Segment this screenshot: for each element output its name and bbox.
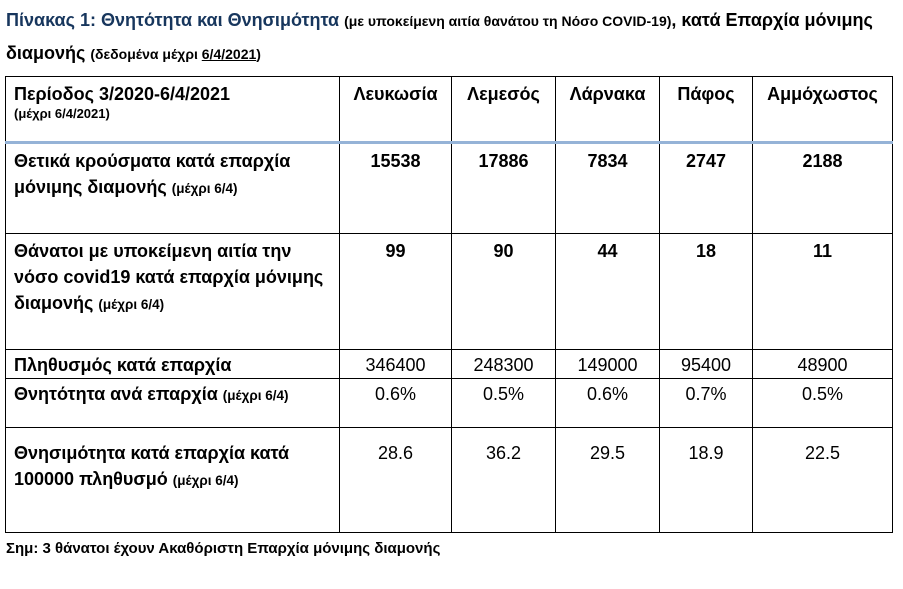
- header-district: Λάρνακα: [556, 77, 660, 143]
- table-cell: 248300: [452, 350, 556, 379]
- table-cell: 36.2: [452, 428, 556, 533]
- title-cont: , κατά Επαρχία μόνιμης διαμονής: [6, 10, 873, 63]
- header-period-sub: (μέχρι 6/4/2021): [14, 106, 110, 121]
- table-cell: 346400: [340, 350, 452, 379]
- row-label-fatality: [6, 428, 340, 533]
- title-lead: Πίνακας 1: Θνητότητα και Θνησιμότητα: [6, 10, 340, 30]
- table-cell: 0.7%: [660, 379, 753, 428]
- table-cell: 11: [753, 234, 893, 350]
- row-label-mortality: [6, 379, 340, 428]
- table-header-row: [6, 77, 893, 143]
- table-row: [6, 428, 893, 533]
- table-row: [6, 234, 893, 350]
- header-district: Λευκωσία: [340, 77, 452, 143]
- table-cell: 7834: [556, 143, 660, 234]
- table-cell: 99: [340, 234, 452, 350]
- header-district: Αμμόχωστος: [753, 77, 893, 143]
- table-cell: 29.5: [556, 428, 660, 533]
- row-label-text: Θνησιμότητα κατά επαρχία κατά 100000 πληθυσμό: [14, 443, 290, 489]
- title-data-date: 6/4/2021: [201, 46, 257, 62]
- row-label-population: [6, 350, 340, 379]
- row-label-text: Θνητότητα ανά επαρχία: [14, 384, 218, 404]
- row-label-note: (μέχρι 6/4): [222, 388, 289, 403]
- table-cell: 0.5%: [452, 379, 556, 428]
- table-cell: 28.6: [340, 428, 452, 533]
- table-cell: 15538: [340, 143, 452, 234]
- title-data-suffix: ): [256, 46, 261, 62]
- title-data-prefix: (δεδομένα μέχρι: [90, 46, 202, 62]
- page-title: [6, 4, 901, 70]
- table-cell: 0.6%: [340, 379, 452, 428]
- row-label-note: (μέχρι 6/4): [172, 473, 239, 488]
- header-period: Περίοδος 3/2020-6/4/2021: [14, 84, 231, 104]
- table-cell: 90: [452, 234, 556, 350]
- row-label-note: (μέχρι 6/4): [171, 181, 238, 196]
- table-cell: 0.6%: [556, 379, 660, 428]
- table-cell: 2188: [753, 143, 893, 234]
- row-label-positive: [6, 143, 340, 234]
- table-row: [6, 379, 893, 428]
- table-cell: 149000: [556, 350, 660, 379]
- table-cell: 48900: [753, 350, 893, 379]
- footnote: Σημ: 3 θάνατοι έχουν Ακαθόριστη Επαρχία μόνιμης διαμονής: [6, 540, 441, 557]
- table-cell: 0.5%: [753, 379, 893, 428]
- row-label-text: Θάνατοι με υποκείμενη αιτία την νόσο covid19 κατά επαρχία μόνιμης διαμονής: [14, 241, 324, 313]
- table-cell: 18: [660, 234, 753, 350]
- table-cell: 18.9: [660, 428, 753, 533]
- table-cell: 17886: [452, 143, 556, 234]
- row-label-text: Πληθυσμός κατά επαρχία: [14, 355, 232, 375]
- table-cell: 2747: [660, 143, 753, 234]
- table-row: [6, 143, 893, 234]
- row-label-text: Θετικά κρούσματα κατά επαρχία μόνιμης διαμονής: [14, 151, 291, 197]
- table-cell: 95400: [660, 350, 753, 379]
- header-district: Πάφος: [660, 77, 753, 143]
- title-paren: (με υποκείμενη αιτία θανάτου τη Νόσο COVID-19): [344, 13, 672, 29]
- header-period-cell: [6, 77, 340, 143]
- header-district: Λεμεσός: [452, 77, 556, 143]
- table-cell: 44: [556, 234, 660, 350]
- stats-table: [5, 76, 893, 533]
- table-cell: 22.5: [753, 428, 893, 533]
- row-label-note: (μέχρι 6/4): [98, 297, 165, 312]
- row-label-deaths: [6, 234, 340, 350]
- table-row: [6, 350, 893, 379]
- title-data-note: [90, 46, 261, 62]
